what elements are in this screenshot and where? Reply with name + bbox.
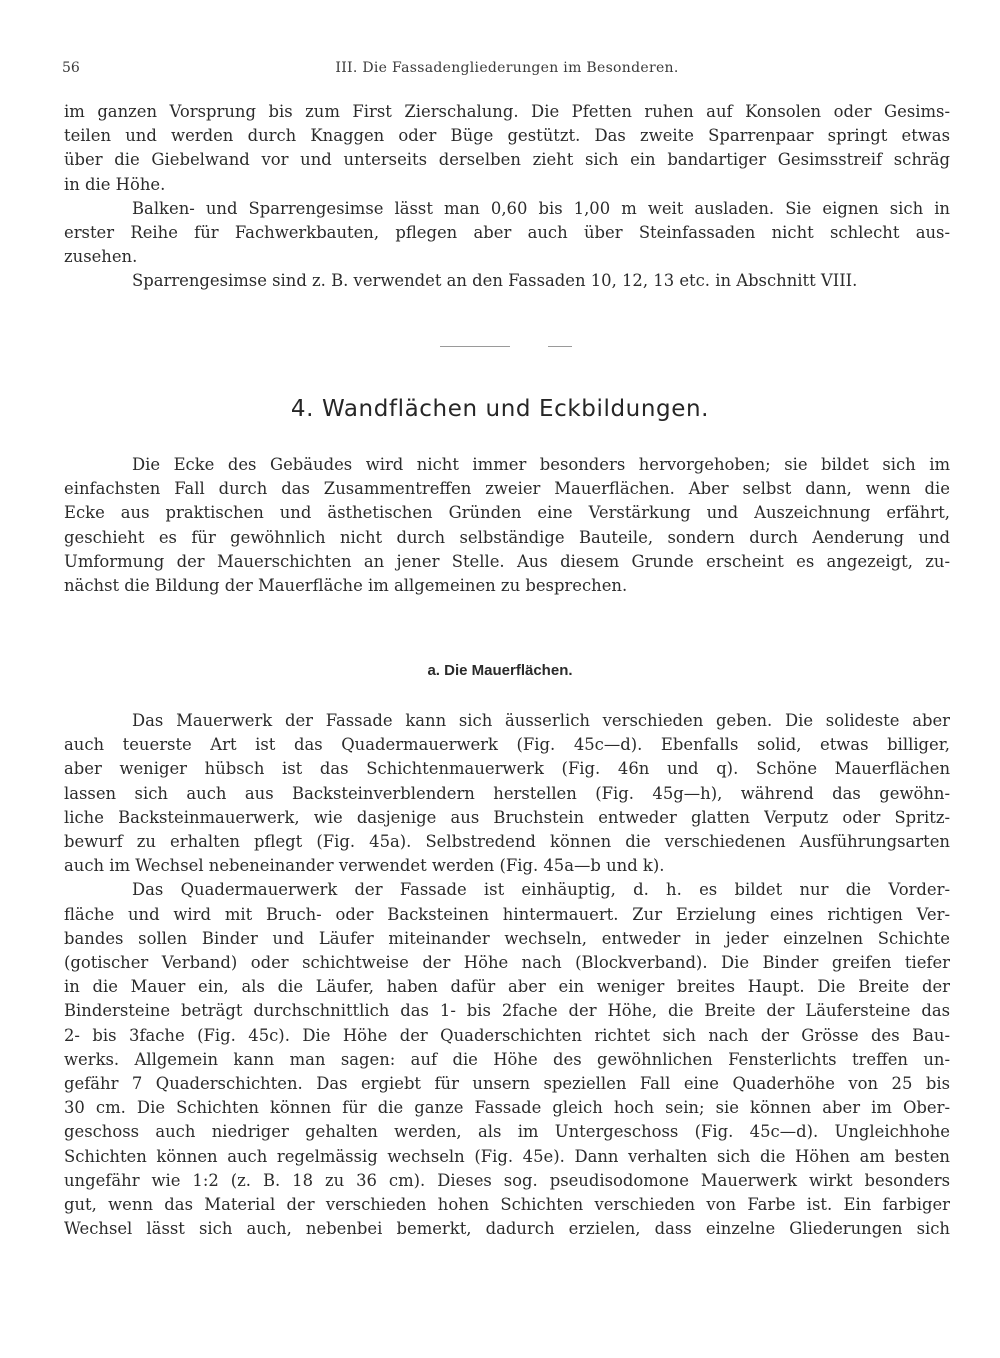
divider-rule [440,346,510,347]
intro-paragraph [64,453,950,598]
subsection-title: a. Die Mauerflächen. [427,662,573,679]
text-line: Ecke aus praktischen und ästhetischen Gründen eine Verstärkung und Auszeichnung erfährt, [64,503,950,523]
text-line: geschieht es für gewöhnlich nicht durch selbständige Bauteile, sondern durch Aenderung und [64,527,950,547]
text-line: gut, wenn das Material der verschieden hohen Schichten verschieden von Farbe ist. Ein farbiger [64,1195,950,1215]
text-line: über die Giebelwand vor und unterseits derselben zieht sich ein bandartiger Gesimsstreif schräg [64,150,950,170]
text-line: in die Mauer ein, als die Läufer, haben dafür aber ein weniger breites Haupt. Die Breite der [64,977,950,997]
text-line: zusehen. [64,247,138,267]
text-line: einfachsten Fall durch das Zusammentreffen zweier Mauerflächen. Aber selbst dann, wenn die [64,479,950,499]
text-line: Sparrengesimse sind z. B. verwendet an den Fassaden 10, 12, 13 etc. in Abschnitt VIII. [132,271,858,291]
text-line: 2- bis 3fache (Fig. 45c). Die Höhe der Quaderschichten richtet sich nach der Grösse des Bau- [64,1025,950,1045]
text-line: auch im Wechsel nebeneinander verwendet werden (Fig. 45a—b und k). [64,856,665,876]
text-line: (gotischer Verband) oder schichtweise der Höhe nach (Blockverband). Die Binder greifen tiefer [64,953,950,973]
text-line: im ganzen Vorsprung bis zum First Zierschalung. Die Pfetten ruhen auf Konsolen oder Gesims- [64,102,950,121]
running-title: III. Die Fassadengliederungen im Besonderen. [335,60,679,76]
text-line: Das Mauerwerk der Fassade kann sich äusserlich verschieden geben. Die solideste aber [132,711,950,730]
text-line: nächst die Bildung der Mauerfläche im allgemeinen zu besprechen. [64,576,628,596]
text-line: Das Quadermauerwerk der Fassade ist einhäuptig, d. h. es bildet nur die Vorder- [132,880,950,900]
text-line: Bindersteine beträgt durchschnittlich das 1- bis 2fache der Höhe, die Breite der Läufersteine das [64,1001,950,1021]
text-line: in die Höhe. [64,174,166,194]
text-line: lassen sich auch aus Backsteinverblendern herstellen (Fig. 45g—h), während das gewöhn- [64,783,950,803]
text-line: Wechsel lässt sich auch, nebenbei bemerkt, dadurch erzielen, dass einzelne Gliederungen sich [64,1219,950,1239]
text-line: auch teuerste Art ist das Quadermauerwerk (Fig. 45c—d). Ebenfalls solid, etwas billiger, [64,735,950,755]
text-line: werks. Allgemein kann man sagen: auf die Höhe des gewöhnlichen Fensterlichts treffen un- [64,1049,950,1069]
text-line: teilen und werden durch Knaggen oder Büge gestützt. Das zweite Sparrenpaar springt etwas [64,126,950,146]
text-line: fläche und wird mit Bruch- oder Backsteinen hintermauert. Zur Erzielung eines richtigen Ver- [64,904,950,924]
text-line: ungefähr wie 1:2 (z. B. 18 zu 36 cm). Dieses sog. pseudisodomone Mauerwerk wirkt besonders [64,1170,950,1190]
text-line: bandes sollen Binder und Läufer miteinander wechseln, entweder in jeder einzelnen Schichte [64,928,950,948]
divider-rule [548,346,572,347]
top-text-block [64,100,950,294]
text-line: 30 cm. Die Schichten können für die ganze Fassade gleich hoch sein; sie können aber im Ober- [64,1098,950,1118]
body-text-block [64,709,950,1241]
text-line: bewurf zu erhalten pflegt (Fig. 45a). Selbstredend können die verschiedenen Ausführungsarten [64,832,950,852]
text-line: aber weniger hübsch ist das Schichtenmauerwerk (Fig. 46n und q). Schöne Mauerflächen [64,759,950,779]
text-line: Schichten können auch regelmässig wechseln (Fig. 45e). Dann verhalten sich die Höhen am besten [64,1146,950,1166]
section-title: 4. Wandflächen und Eckbildungen. [290,396,710,422]
text-line: Umformung der Mauerschichten an jener Stelle. Aus diesem Grunde erscheint es angezeigt, zu- [64,551,950,571]
text-line: gefähr 7 Quaderschichten. Das ergiebt für unsern speziellen Fall eine Quaderhöhe von 25 bis [64,1074,950,1094]
text-line: Balken- und Sparrengesimse lässt man 0,60 bis 1,00 m weit ausladen. Sie eignen sich in [132,198,950,218]
page-header [62,60,952,84]
text-line: erster Reihe für Fachwerkbauten, pflegen aber auch über Steinfassaden nicht schlecht aus- [64,223,950,243]
text-line: Die Ecke des Gebäudes wird nicht immer besonders hervorgehoben; sie bildet sich im [132,455,950,474]
text-line: geschoss auch niedriger gehalten werden, als im Untergeschoss (Fig. 45c—d). Ungleichhohe [64,1122,950,1142]
text-line: liche Backsteinmauerwerk, wie dasjenige aus Bruchstein entweder glatten Verputz oder Spritz- [64,807,950,827]
page-number: 56 [62,60,80,76]
